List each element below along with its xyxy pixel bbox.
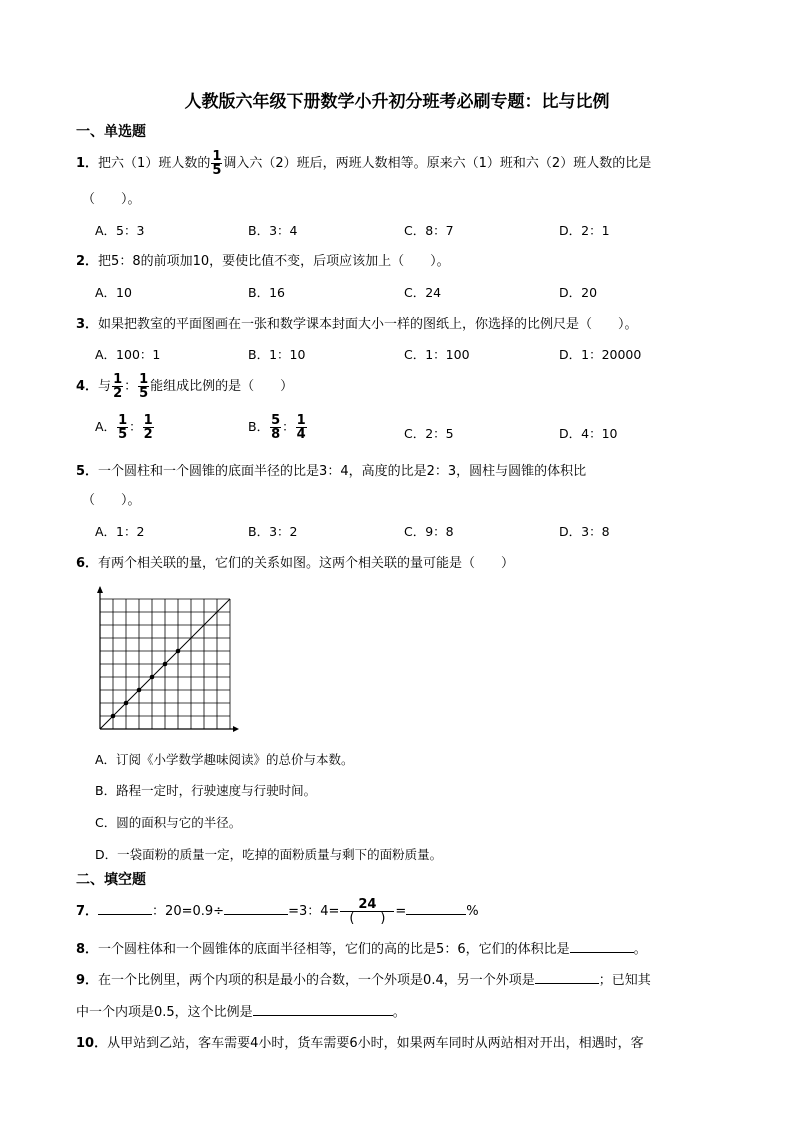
fraction [143,414,154,441]
question-text: 把六（1）班人数的 [98,156,211,171]
data-point [124,701,129,706]
fraction [112,373,123,400]
ratio-colon: ： [124,379,138,394]
question-text: 有两个相关联的量，它们的关系如图。这两个相关联的量可能是（ ） [98,556,515,571]
answer-blank[interactable] [224,902,288,915]
option-b[interactable]: B．路程一定时，行驶速度与行驶时间。 [95,783,317,798]
data-point [111,714,116,719]
option-a[interactable]: A．10 [95,285,132,300]
option-c[interactable]: C．9：8 [404,524,454,539]
question-text: 如果把教室的平面图画在一张和数学课本封面大小一样的图纸上，你选择的比例尺是（ ）。 [98,317,638,332]
fraction [340,898,394,925]
fraction-denominator: 5 [118,427,128,442]
fraction-denominator[interactable]: ( ) [349,911,386,926]
question-5-answer-blank: （ ）。 [82,493,141,508]
fraction-numerator: 1 [139,372,149,387]
answer-blank[interactable] [253,1003,393,1016]
option-b[interactable] [248,414,308,441]
fraction [211,150,222,177]
question-6 [76,552,514,571]
fraction-numerator: 1 [118,413,128,428]
question-4 [76,373,293,400]
question-text: 能组成比例的是（ ） [150,379,294,394]
section-heading-fill-in: 二、填空题 [76,872,146,888]
y-axis-arrow [97,586,103,593]
percent-sign: % [466,904,479,919]
option-c[interactable]: C．2：5 [404,426,454,441]
answer-blank[interactable] [406,902,466,915]
question-3 [76,313,638,332]
fraction-numerator: 1 [113,372,123,387]
proportion-grid-chart [92,585,242,735]
question-1 [76,150,651,177]
question-number: 10． [76,1036,108,1051]
question-7 [76,898,479,925]
fraction-numerator: 1 [143,413,153,428]
question-5 [76,460,586,479]
option-a[interactable]: A．100：1 [95,347,161,362]
equation-text: = [395,904,407,919]
option-b[interactable]: B．16 [248,285,285,300]
question-text: ；已知其 [598,973,651,988]
question-2 [76,250,450,269]
fraction [138,373,149,400]
question-number: 2． [76,254,99,269]
option-b[interactable]: B．3：4 [248,223,298,238]
option-c[interactable]: C．8：7 [404,223,454,238]
data-point [150,675,155,680]
equation-text: =3：4= [288,904,340,919]
option-d[interactable]: D．3：8 [559,524,610,539]
fraction-denominator: 5 [212,163,222,178]
data-point [163,662,168,667]
fraction-denominator: 2 [113,386,123,401]
question-text: 。 [392,1005,406,1020]
section-heading-single-choice: 一、单选题 [76,124,146,140]
option-c[interactable]: C．1：100 [404,347,470,362]
question-number: 9． [76,973,99,988]
fraction-numerator: 1 [296,413,306,428]
question-number: 5． [76,464,99,479]
answer-blank[interactable] [98,902,152,915]
option-d[interactable]: D．1：20000 [559,347,642,362]
option-d[interactable]: D．4：10 [559,426,618,441]
question-number: 4． [76,379,99,394]
question-9-line-2 [76,1001,406,1020]
fraction [296,414,307,441]
option-b[interactable]: B．3：2 [248,524,298,539]
equation-text: ：20=0.9÷ [152,904,225,919]
option-d[interactable]: D．一袋面粉的质量一定，吃掉的面粉质量与剩下的面粉质量。 [95,847,443,862]
question-text: 一个圆柱和一个圆锥的底面半径的比是3：4，高度的比是2：3，圆柱与圆锥的体积比 [98,464,587,479]
option-label: B． [248,419,270,434]
question-text: 从甲站到乙站，客车需要4小时，货车需要6小时，如果两车同时从两站相对开出，相遇时，客 [107,1036,644,1051]
fraction-numerator: 1 [212,149,222,164]
question-text: 把5：8的前项加10，要使比值不变，后项应该加上（ ）。 [98,254,450,269]
fraction-numerator: 24 [340,898,394,912]
fraction [117,414,128,441]
data-point [137,688,142,693]
question-text: 。 [633,942,647,957]
option-c[interactable]: C．24 [404,285,442,300]
question-text: 调入六（2）班后，两班人数相等。原来六（1）班和六（2）班人数的比是 [223,156,652,171]
question-number: 1． [76,156,99,171]
question-number: 6． [76,556,99,571]
question-10 [76,1032,644,1051]
question-text: 中一个内项是0.5，这个比例是 [76,1005,253,1020]
question-1-answer-blank: （ ）。 [82,192,141,207]
question-8 [76,938,647,957]
option-d[interactable]: D．2：1 [559,223,610,238]
option-c[interactable]: C．圆的面积与它的半径。 [95,815,242,830]
answer-blank[interactable] [535,971,599,984]
question-number: 7． [76,904,99,919]
option-a[interactable] [95,414,155,441]
ratio-colon: ： [282,419,295,434]
fraction-denominator: 5 [139,386,149,401]
data-point [176,649,181,654]
question-text: 在一个比例里，两个内项的积是最小的合数，一个外项是0.4，另一个外项是 [98,973,535,988]
fraction-denominator: 8 [271,427,281,442]
ratio-colon: ： [129,419,142,434]
option-a[interactable]: A．1：2 [95,524,145,539]
option-a[interactable]: A．订阅《小学数学趣味阅读》的总价与本数。 [95,752,354,767]
fraction [270,414,281,441]
fraction-numerator: 5 [271,413,281,428]
page-title: 人教版六年级下册数学小升初分班考必刷专题：比与比例 [184,92,610,112]
x-axis-arrow [233,726,239,732]
question-number: 3． [76,317,99,332]
fraction-denominator: 4 [296,427,306,442]
question-number: 8． [76,942,99,957]
option-b[interactable]: B．1：10 [248,347,306,362]
option-d[interactable]: D．20 [559,285,598,300]
fraction-denominator: 2 [143,427,153,442]
question-text: 与 [98,379,112,394]
option-label: A． [95,419,117,434]
question-9 [76,969,651,988]
question-text: 一个圆柱体和一个圆锥体的底面半径相等，它们的高的比是5：6，它们的体积比是 [98,942,570,957]
option-a[interactable]: A．5：3 [95,223,145,238]
answer-blank[interactable] [570,940,634,953]
